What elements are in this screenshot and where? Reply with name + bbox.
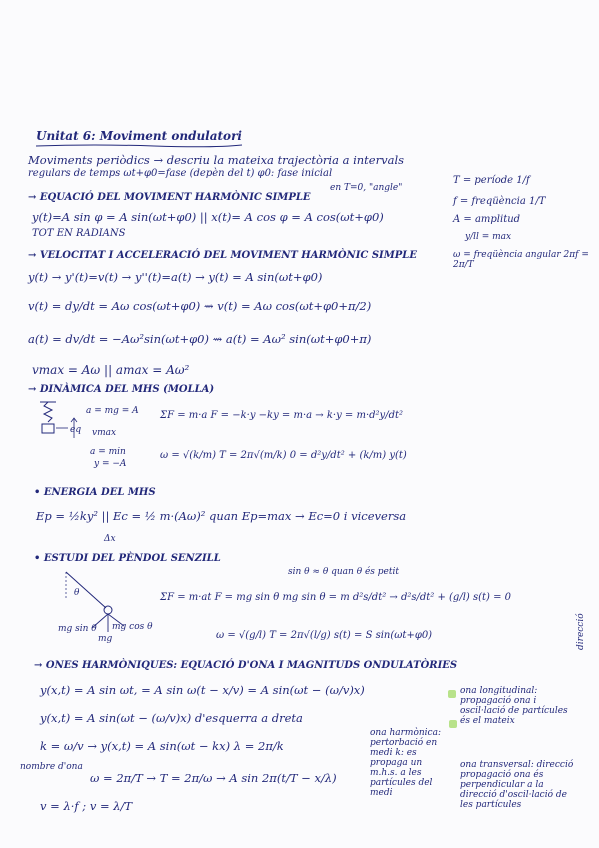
- equation-spring-omega: ω = √(k/m) T = 2π√(m/k) 0 = d²y/dt² + (k/m) y(t): [160, 450, 407, 461]
- title-underline: [34, 143, 244, 149]
- line-phase-note: en T=0, "angle": [330, 183, 403, 193]
- equation-acceleration: a(t) = dv/dt = −Aω²sin(ωt+φ0) ⇝ a(t) = Aω² sin(ωt+φ0+π): [28, 332, 372, 346]
- page-title: Unitat 6: Moviment ondulatori: [36, 129, 242, 143]
- label-mg-sin: mg sin θ: [58, 624, 97, 634]
- spring-diagram: [34, 398, 84, 448]
- equation-pendulum-force: ΣF = m·at F = mg sin θ mg sin θ = m d²s/dt² → d²s/dt² + (g/l) s(t) = 0: [160, 592, 512, 603]
- green-marker-2: [449, 720, 457, 728]
- equation-spring-force: ΣF = m·a F = −k·y −ky = m·a → k·y = m·d²y/dt²: [160, 410, 403, 421]
- heading-mhs-equation: → EQUACIÓ DEL MOVIMENT HARMÒNIC SIMPLE: [28, 192, 311, 203]
- def-frequency: f = freqüència 1/T: [453, 196, 546, 207]
- label-mg-cos: mg cos θ: [112, 622, 153, 632]
- label-dx: Δx: [104, 534, 116, 544]
- equation-position: y(t)=A sin φ = A sin(ωt+φ0) || x(t)= A cos φ = A cos(ωt+φ0): [32, 210, 384, 224]
- def-period: T = període 1/f: [453, 175, 530, 186]
- heading-velocity-acceleration: → VELOCITAT I ACCELERACIÓ DEL MOVIMENT HARMÒNIC SIMPLE: [28, 250, 417, 261]
- heading-pendulum: • ESTUDI DEL PÈNDOL SENZILL: [34, 553, 221, 564]
- label-eq: eq: [70, 425, 82, 435]
- line-periodic: Moviments periòdics → descriu la mateixa trajectòria a intervals: [28, 153, 405, 167]
- equation-velocity: v(t) = dy/dt = Aω cos(ωt+φ0) ⇝ v(t) = Aω cos(ωt+φ0+π/2): [28, 299, 372, 313]
- def-angular: ω = freqüència angular 2πf = 2π/T: [453, 250, 589, 270]
- heading-dynamics-spring: → DINÀMICA DEL MHS (MOLLA): [28, 384, 215, 395]
- def-amplitude: A = amplitud: [453, 214, 521, 225]
- equation-wave-2: y(x,t) = A sin(ωt − (ω/v)x) d'esquerra a dreta: [40, 711, 303, 725]
- equation-speed: v = λ·f ; v = λ/T: [40, 799, 133, 813]
- label-theta: θ: [74, 588, 80, 598]
- equation-energy: Ep = ½ky² || Ec = ½ m·(Aω)² quan Ep=max → Ec=0 i viceversa: [36, 509, 407, 523]
- note-radians: TOT EN RADIANS: [32, 228, 126, 239]
- note-longitudinal: ona longitudinal: propagació ona i oscil·lació de partícules és el mateix: [460, 686, 568, 726]
- label-ymin: y = −A: [94, 459, 127, 469]
- heading-energy: • ENERGIA DEL MHS: [34, 487, 156, 498]
- line-phase: regulars de temps ωt+φ0=fase (depèn del t) φ0: fase inicial: [28, 168, 333, 179]
- label-amg: a = mg = A: [86, 406, 139, 416]
- equation-wavenumber: k = ω/v → y(x,t) = A sin(ωt − kx) λ = 2π/k: [40, 739, 284, 753]
- def-max: y/ll = max: [465, 232, 512, 242]
- heading-harmonic-waves: → ONES HARMÒNIQUES: EQUACIÓ D'ONA I MAGNITUDS ONDULATÒRIES: [34, 660, 458, 671]
- equation-derivatives: y(t) → y'(t)=v(t) → y''(t)=a(t) → y(t) = A sin(ωt+φ0): [28, 270, 323, 284]
- green-marker-1: [448, 690, 456, 698]
- label-mg: mg: [98, 634, 113, 644]
- note-transverse: ona transversal: direcció propagació ona és perpendicular a la direcció d'oscil·lació de les partícules: [460, 760, 574, 810]
- equation-pendulum-omega: ω = √(g/l) T = 2π√(l/g) s(t) = S sin(ωt+φ0): [216, 630, 433, 641]
- label-vmax: vmax: [92, 428, 117, 438]
- label-amin: a = min: [90, 447, 126, 457]
- equation-period: ω = 2π/T → T = 2π/ω → A sin 2π(t/T − x/λ): [90, 771, 337, 785]
- note-direction: direcció: [576, 613, 586, 650]
- label-wavenumber: nombre d'ona: [20, 762, 83, 772]
- note-harmonic-wave: ona harmònica: pertorbació en medi k: es propaga un m.h.s. a les partícules del medi: [370, 728, 441, 798]
- note-small-angle: sin θ ≈ θ quan θ és petit: [288, 567, 399, 577]
- equation-max-values: vmax = Aω || amax = Aω²: [32, 363, 190, 377]
- equation-wave-1: y(x,t) = A sin ωt, = A sin ω(t − x/v) = A sin(ωt − (ω/v)x): [40, 683, 365, 697]
